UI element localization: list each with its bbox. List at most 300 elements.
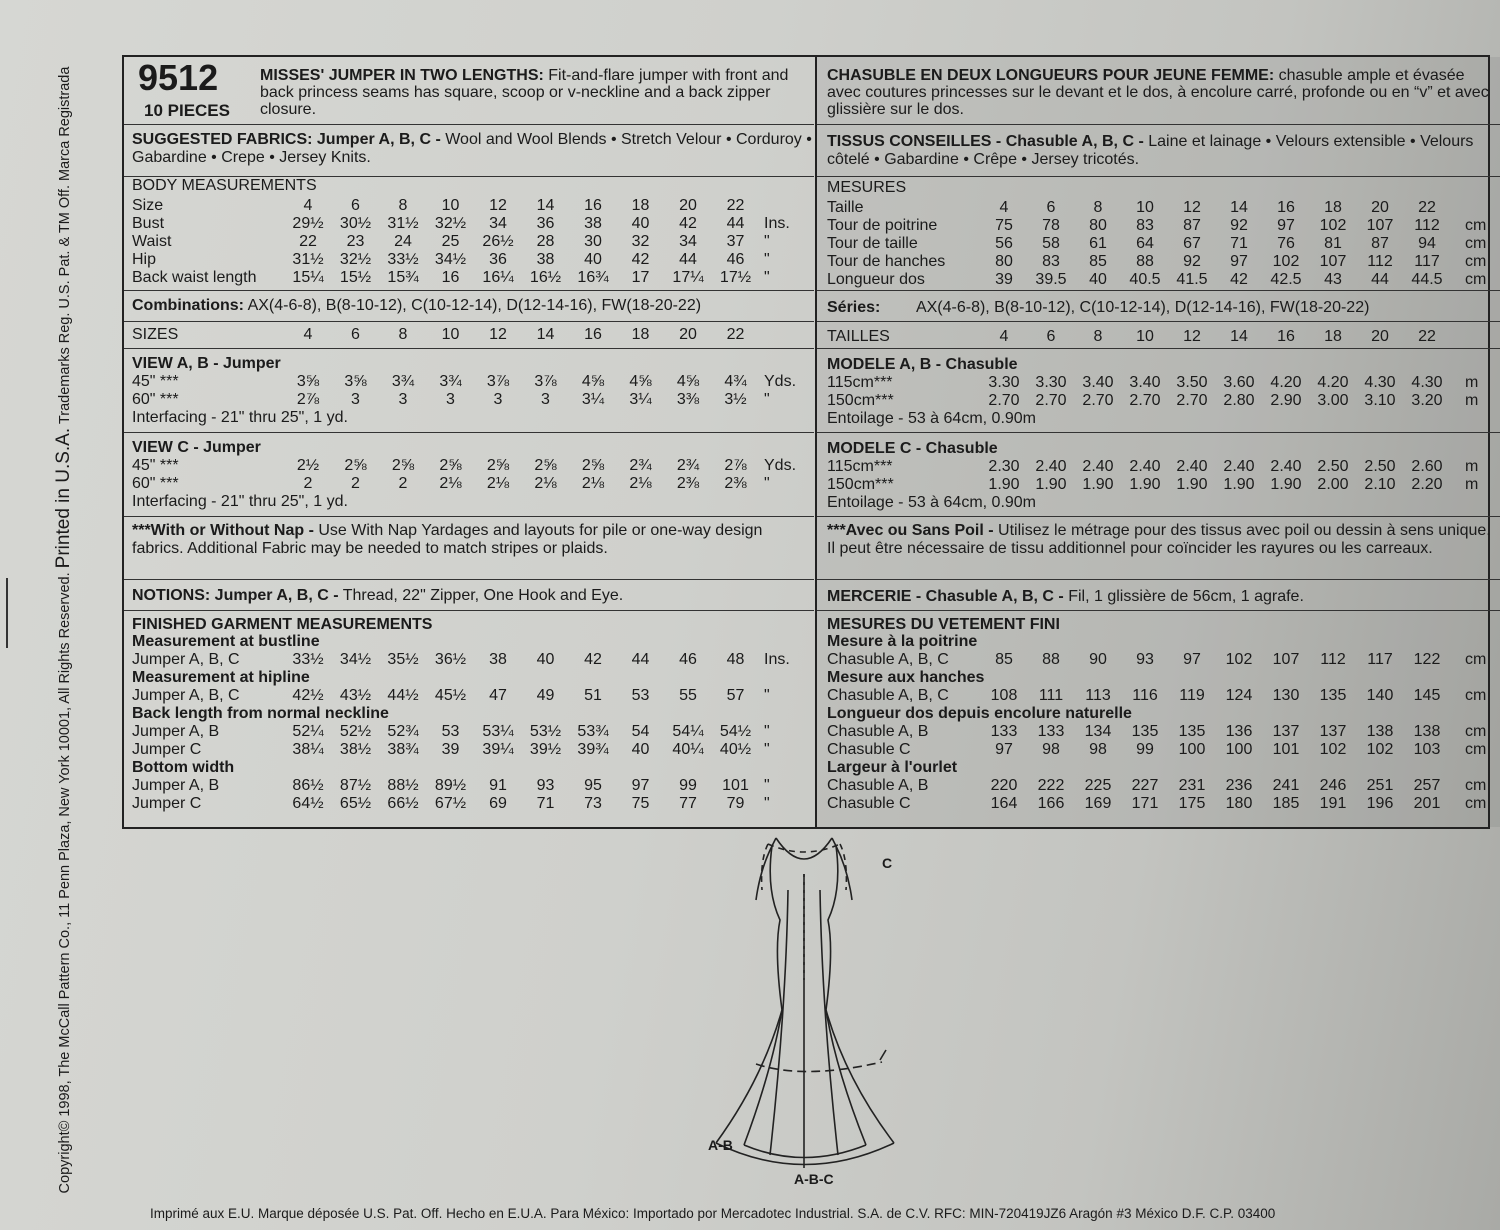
table-cell: 40.5 [1129, 271, 1161, 288]
table-cell: 32½ [434, 215, 467, 232]
table-row [124, 795, 814, 812]
table-cell: 3.40 [1082, 374, 1114, 391]
title-fr-description: chasuble ample et évasée avec coutures princesses sur le devant et le dos, à encolure carré, profonde ou en “v” et avec glissière sur le dos. [827, 67, 1489, 118]
nap-fr [817, 517, 1500, 580]
fabrics-section-en [124, 125, 814, 177]
table-cell: 3.50 [1176, 374, 1208, 391]
nap-fr-body: Utilisez le métrage pour des tissus avec poil ou dessin à sens unique. Il peut être nécessaire de tissu additionnel pour coïncider les rayures ou les carreaux. [827, 522, 1491, 557]
table-cell: 53 [441, 723, 460, 740]
table-cell: 95 [584, 777, 602, 794]
table-cell: 12 [489, 197, 507, 214]
series-values: AX(4-6-8), B(8-10-12), C(10-12-14), D(12-14-16), FW(18-20-22) [915, 299, 1370, 316]
table-cell: 12 [489, 326, 507, 343]
table-cell: 4⅝ [676, 373, 700, 390]
table-cell: 47 [489, 687, 507, 704]
table-cell: 93 [536, 777, 555, 794]
table-cell: 2.40 [1223, 458, 1255, 475]
table-row [817, 795, 1500, 812]
table-cell: 94 [1418, 235, 1436, 252]
notions-en-title: NOTIONS: Jumper A, B, C - [132, 587, 339, 604]
label-c [882, 855, 892, 871]
table-cell: 53¾ [577, 723, 609, 740]
table-row [124, 651, 814, 668]
table-cell: 16 [584, 326, 602, 343]
table-cell: 8 [1093, 328, 1103, 345]
table-row [124, 326, 814, 343]
table-cell: 3 [541, 391, 550, 408]
table-cell: 16¾ [577, 269, 609, 286]
table-cell: 34 [679, 233, 697, 250]
table-cell: 138 [1366, 723, 1394, 740]
table-row [124, 475, 814, 492]
table-cell: 2 [351, 475, 360, 492]
table-row [817, 723, 1500, 740]
table-cell: 117 [1367, 651, 1393, 668]
table-cell: 39¾ [577, 741, 609, 758]
table-cell: 85 [995, 651, 1013, 668]
table-cell: 33½ [387, 251, 419, 268]
label-ab-text: A-B [708, 1137, 733, 1153]
table-cell: 36 [489, 251, 507, 268]
table-cell: 3.30 [988, 374, 1020, 391]
row-label: Jumper A, B [132, 777, 220, 794]
table-cell: 3¾ [439, 373, 462, 390]
label-c-text: C [882, 855, 893, 871]
table-cell: 44.5 [1411, 271, 1443, 288]
table-cell: 71 [536, 795, 555, 812]
table-cell: 87 [1183, 217, 1201, 234]
row-label: Chasuble A, B, C [827, 687, 949, 704]
table-cell: 101 [1272, 741, 1300, 758]
table-cell: 112 [1367, 253, 1393, 270]
table-cell: 138 [1413, 723, 1441, 740]
table-cell: 134 [1084, 723, 1112, 740]
unit-label: " [764, 233, 770, 250]
combinations-en [124, 291, 814, 322]
table-cell: 99 [1136, 741, 1154, 758]
notions-fr [817, 580, 1500, 611]
modele-ab-title: MODELE A, B - Chasuble [827, 356, 1018, 373]
table-cell: 20 [1371, 199, 1389, 216]
finished-group-heading: Measurement at hipline [132, 669, 310, 686]
piece-count: 10 PIECES [144, 101, 230, 120]
unit-label: m [1465, 374, 1479, 391]
table-cell: 97 [995, 741, 1013, 758]
table-row [124, 777, 814, 794]
table-cell: 164 [990, 795, 1018, 812]
table-cell: 69 [489, 795, 507, 812]
modele-c-entoilage: Entoilage - 53 à 64cm, 0.90m [827, 494, 1037, 511]
body-measurements-title: BODY MEASUREMENTS [132, 177, 317, 194]
unit-label: m [1465, 392, 1479, 409]
table-cell: 3.30 [1035, 374, 1067, 391]
table-cell: 37 [726, 233, 745, 250]
table-cell: 38 [489, 651, 507, 668]
row-label: Bust [132, 215, 165, 232]
header-section-fr [817, 57, 1500, 125]
table-cell: 241 [1272, 777, 1300, 794]
table-row [124, 723, 814, 740]
table-cell: 40 [631, 215, 650, 232]
table-cell: 196 [1366, 795, 1394, 812]
table-cell: 4.30 [1411, 374, 1443, 391]
unit-label: cm [1465, 795, 1487, 812]
table-cell: 93 [1136, 651, 1154, 668]
table-cell: 24 [394, 233, 412, 250]
table-cell: 22 [1418, 328, 1436, 345]
unit-label: cm [1465, 235, 1487, 252]
table-cell: 54¼ [672, 723, 704, 740]
table-cell: 4 [303, 197, 313, 214]
table-cell: 92 [1183, 253, 1201, 270]
table-cell: 23 [346, 233, 365, 250]
table-cell: 64 [1136, 235, 1154, 252]
row-label: 150cm*** [827, 476, 894, 493]
table-cell: 101 [722, 777, 749, 794]
row-label: Chasuble A, B, C [827, 651, 949, 668]
jumper-line-drawing [700, 830, 910, 1190]
table-cell: 31½ [387, 215, 419, 232]
table-cell: 2.40 [1270, 458, 1302, 475]
table-cell: 29½ [292, 215, 324, 232]
table-cell: 10 [1136, 199, 1154, 216]
table-cell: 64½ [292, 795, 324, 812]
table-cell: 16 [1277, 328, 1295, 345]
table-row [124, 251, 814, 268]
fabrics-fr-title: TISSUS CONSEILLES - Chasuble A, B, C - [827, 133, 1144, 150]
table-cell: 18 [1324, 328, 1342, 345]
copyright-sidebar [14, 55, 114, 1205]
table-cell: 3 [493, 391, 503, 408]
table-cell: 4⅝ [629, 373, 652, 390]
table-cell: 34½ [339, 651, 372, 668]
unit-label: cm [1465, 687, 1487, 704]
table-cell: 17¼ [672, 269, 704, 286]
table-cell: 2⅛ [629, 475, 652, 492]
table-cell: 100 [1178, 741, 1206, 758]
table-cell: 2⅛ [581, 475, 605, 492]
body-measurements-fr [817, 177, 1500, 291]
table-cell: 133 [990, 723, 1018, 740]
table-cell: 3.20 [1411, 392, 1443, 409]
table-cell: 3.10 [1364, 392, 1396, 409]
table-cell: 2.50 [1317, 458, 1349, 475]
table-cell: 89½ [434, 777, 467, 794]
table-cell: 14 [1230, 328, 1248, 345]
row-label: Jumper C [132, 795, 202, 812]
table-cell: 4.20 [1270, 374, 1302, 391]
table-row [124, 687, 814, 704]
table-cell: 32½ [339, 251, 372, 268]
unit-label: " [764, 687, 770, 704]
table-cell: 42 [1230, 271, 1248, 288]
row-label: 45" *** [132, 373, 179, 390]
table-cell: 107 [1366, 217, 1394, 234]
table-cell: 15¾ [387, 269, 419, 286]
table-cell: 76 [1277, 235, 1295, 252]
table-cell: 1.90 [988, 476, 1020, 493]
table-row [817, 217, 1500, 234]
table-row [124, 269, 814, 286]
finished-group-heading: Mesure à la poitrine [827, 633, 978, 650]
table-cell: 33½ [292, 651, 324, 668]
notions-en [124, 580, 814, 611]
unit-label: Yds. [764, 457, 797, 474]
table-cell: 79 [726, 795, 745, 812]
table-row [817, 235, 1500, 252]
table-cell: 26½ [482, 233, 514, 250]
view-c-title: VIEW C - Jumper [132, 439, 261, 456]
table-cell: 3 [351, 391, 360, 408]
table-cell: 43½ [339, 687, 372, 704]
header-section-en [124, 57, 814, 125]
table-cell: 3 [398, 391, 408, 408]
table-cell: 38 [584, 215, 602, 232]
table-cell: 102 [1319, 217, 1347, 234]
table-row [817, 458, 1500, 475]
table-row [817, 199, 1500, 216]
unit-label: Ins. [764, 651, 790, 668]
fabrics-en-text: Wool and Wool Blends • Stretch Velour • Corduroy • Gabardine • Crepe • Jersey Knits. [132, 131, 812, 166]
table-cell: 2.60 [1411, 458, 1443, 475]
table-row [817, 374, 1500, 391]
table-cell: 4.30 [1364, 374, 1396, 391]
unit-label: " [764, 391, 770, 408]
nap-en-text [132, 522, 812, 558]
table-cell: 2.70 [1129, 392, 1161, 409]
nap-en [124, 517, 814, 580]
combinations-en-text [132, 297, 701, 314]
table-cell: 246 [1319, 777, 1347, 794]
table-cell: 3.00 [1317, 392, 1349, 409]
table-cell: 136 [1225, 723, 1253, 740]
unit-label: cm [1465, 741, 1487, 758]
table-cell: 99 [679, 777, 697, 794]
table-row [817, 777, 1500, 794]
table-cell: 39 [995, 271, 1013, 288]
notions-fr-text [827, 588, 1304, 605]
table-cell: 87 [1371, 235, 1389, 252]
table-cell: 40 [1089, 271, 1107, 288]
table-cell: 3⅝ [296, 373, 320, 390]
table-cell: 52¾ [387, 723, 419, 740]
row-label: Waist [132, 233, 172, 250]
modele-c-title: MODELE C - Chasuble [827, 440, 998, 457]
notions-fr-title: MERCERIE - Chasuble A, B, C - [827, 588, 1064, 605]
table-cell: 44 [1371, 271, 1389, 288]
table-cell: 1.90 [1035, 476, 1067, 493]
table-cell: 201 [1413, 795, 1441, 812]
table-cell: 3.40 [1129, 374, 1161, 391]
table-cell: 15¼ [292, 269, 324, 286]
table-cell: 257 [1413, 777, 1441, 794]
table-cell: 3 [446, 391, 455, 408]
table-cell: 3¼ [629, 391, 652, 408]
table-cell: 2⅞ [296, 391, 320, 408]
row-label: Chasuble C [827, 741, 911, 758]
table-cell: 6 [351, 197, 360, 214]
table-row [124, 215, 814, 232]
unit-label: m [1465, 458, 1479, 475]
copyright-text [53, 67, 75, 1194]
table-cell: 61 [1089, 235, 1107, 252]
unit-label: " [764, 777, 770, 794]
table-cell: 3⅜ [676, 391, 700, 408]
table-cell: 38½ [339, 741, 372, 758]
combinations-fr-text [827, 299, 1369, 316]
table-cell: 39 [441, 741, 460, 758]
table-row [817, 687, 1500, 704]
unit-label: " [764, 741, 770, 758]
table-cell: 107 [1319, 253, 1347, 270]
table-cell: 14 [536, 326, 555, 343]
table-row [817, 651, 1500, 668]
finished-group-heading: Longueur dos depuis encolure naturelle [827, 705, 1132, 722]
unit-label: cm [1465, 723, 1487, 740]
row-label: Chasuble A, B [827, 777, 929, 794]
table-cell: 16 [1277, 199, 1295, 216]
table-cell: 135 [1131, 723, 1159, 740]
table-cell: 22 [1418, 199, 1436, 216]
table-cell: 2.90 [1270, 392, 1302, 409]
table-cell: 102 [1272, 253, 1300, 270]
table-cell: 2.40 [1035, 458, 1067, 475]
table-cell: 44 [726, 215, 745, 232]
unit-label: Yds. [764, 373, 797, 390]
table-cell: 46 [726, 251, 745, 268]
table-cell: 2⅞ [724, 457, 747, 474]
table-cell: 16 [584, 197, 602, 214]
table-cell: 2.30 [988, 458, 1020, 475]
nap-en-title: ***With or Without Nap - [132, 522, 314, 539]
view-ab-interfacing: Interfacing - 21" thru 25", 1 yd. [132, 409, 348, 426]
title-fr-heading: CHASUBLE EN DEUX LONGUEURS POUR JEUNE FEMME: [827, 67, 1275, 84]
table-cell: 56 [995, 235, 1013, 252]
table-cell: 113 [1085, 687, 1111, 704]
table-cell: 137 [1272, 723, 1300, 740]
table-cell: 220 [990, 777, 1018, 794]
table-row [817, 392, 1500, 409]
table-cell: 20 [1371, 328, 1389, 345]
table-cell: 40 [584, 251, 602, 268]
nap-fr-title: ***Avec ou Sans Poil - [827, 522, 994, 539]
title-en [260, 67, 808, 118]
table-cell: 80 [1089, 217, 1107, 234]
table-cell: 48 [726, 651, 745, 668]
table-cell: 91 [489, 777, 507, 794]
table-cell: 2⅝ [344, 457, 367, 474]
table-cell: 34½ [434, 251, 467, 268]
table-cell: 140 [1366, 687, 1394, 704]
finished-group-heading: Mesure aux hanches [827, 669, 985, 686]
table-cell: 39¼ [482, 741, 514, 758]
table-cell: 80 [995, 253, 1013, 270]
table-cell: 15½ [339, 269, 372, 286]
table-cell: 83 [1136, 217, 1154, 234]
table-cell: 35½ [387, 651, 419, 668]
notions-fr-body: Fil, 1 glissière de 56cm, 1 agrafe. [1068, 588, 1304, 605]
finished-group-heading: Bottom width [132, 759, 235, 776]
table-cell: 4 [999, 199, 1009, 216]
table-cell: 175 [1178, 795, 1206, 812]
row-label: Back waist length [132, 269, 257, 286]
table-cell: 67½ [434, 795, 467, 812]
table-cell: 4 [999, 328, 1009, 345]
table-row [124, 373, 814, 390]
table-cell: 102 [1225, 651, 1253, 668]
pattern-number: 9512 [138, 57, 219, 98]
row-label: Tour de taille [827, 235, 918, 252]
table-cell: 40 [631, 741, 650, 758]
finished-en [124, 611, 814, 829]
combinations-values: AX(4-6-8), B(8-10-12), C(10-12-14), D(12-14-16), FW(18-20-22) [247, 297, 702, 314]
table-cell: 8 [1093, 199, 1103, 216]
table-cell: 32 [631, 233, 650, 250]
table-cell: 53 [631, 687, 650, 704]
row-label: Tour de hanches [827, 253, 946, 270]
row-label: 115cm*** [827, 458, 893, 475]
table-cell: 42½ [292, 687, 324, 704]
table-row [124, 457, 814, 474]
row-label: Jumper A, B [132, 723, 220, 740]
table-row [124, 197, 814, 214]
table-cell: 53¼ [482, 723, 514, 740]
table-cell: 51 [584, 687, 602, 704]
table-cell: 18 [631, 326, 650, 343]
table-cell: 2.10 [1364, 476, 1396, 493]
table-cell: 2.00 [1317, 476, 1349, 493]
unit-label: cm [1465, 217, 1487, 234]
table-cell: 42 [679, 215, 697, 232]
table-cell: 52½ [339, 723, 372, 740]
table-cell: 52¼ [292, 723, 324, 740]
table-cell: 88 [1042, 651, 1060, 668]
table-cell: 38¾ [387, 741, 419, 758]
table-cell: 44 [679, 251, 697, 268]
table-cell: 111 [1038, 687, 1064, 704]
unit-label: " [764, 723, 770, 740]
combinations-fr [817, 291, 1500, 322]
table-cell: 71 [1230, 235, 1248, 252]
table-cell: 180 [1225, 795, 1253, 812]
table-cell: 3⅝ [344, 373, 367, 390]
table-cell: 2⅝ [391, 457, 415, 474]
label-abc [794, 1171, 834, 1187]
table-cell: 49 [536, 687, 555, 704]
row-label: Longueur dos [827, 271, 925, 288]
table-cell: 16½ [529, 269, 562, 286]
title-en-description: Fit-and-flare jumper with front and back princess seams has square, scoop or v-neckline and a back zipper closure. [260, 67, 789, 118]
table-cell: 67 [1183, 235, 1201, 252]
table-cell: 185 [1272, 795, 1300, 812]
fabrics-section-fr [817, 125, 1500, 177]
table-cell: 16 [441, 269, 460, 286]
row-label: Chasuble C [827, 795, 911, 812]
notions-en-body: Thread, 22" Zipper, One Hook and Eye. [342, 587, 624, 604]
copyright-line: Copyright© 1998, The McCall Pattern Co., 11 Penn Plaza, New York 10001, All Rights Reserved. [57, 572, 73, 1194]
table-cell: 100 [1225, 741, 1253, 758]
table-cell: 102 [1319, 741, 1347, 758]
mesures-title: MESURES [827, 179, 907, 196]
table-cell: 117 [1414, 253, 1440, 270]
nap-en-body: Use With Nap Yardages and layouts for pile or one-way design fabrics. Additional Fabric may be needed to match stripes or plaids. [132, 522, 763, 557]
table-cell: 90 [1089, 651, 1107, 668]
unit-label: cm [1465, 651, 1487, 668]
table-row [124, 741, 814, 758]
table-cell: 73 [584, 795, 602, 812]
table-row [817, 328, 1500, 345]
unit-label: " [764, 269, 770, 286]
